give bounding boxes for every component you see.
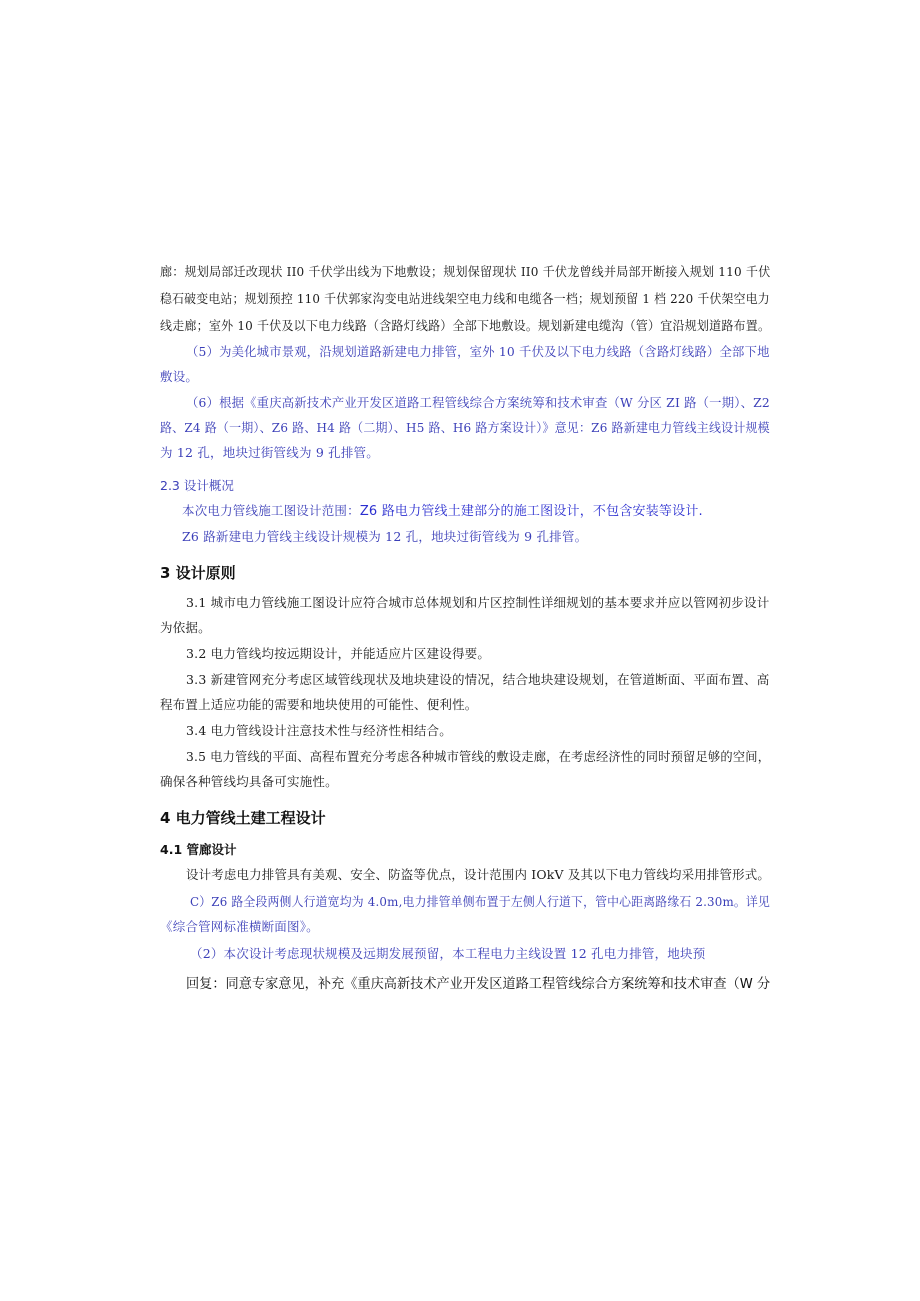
item-6-line-3: 为 12 孔，地块过街管线为 9 孔排管。: [160, 445, 379, 460]
scope-text: Z6 路电力管线土建部分的施工图设计，不包含安装等设计.: [359, 504, 703, 519]
scope-prefix: 本次电力管线施工图设计范围：: [182, 503, 360, 518]
p34: 3.4 电力管线设计注意技术性与经济性相结合。: [186, 723, 452, 738]
para-top-line-1: 廊：规划局部迁改现状 II0 千伏学出线为下地敷设；规划保留现状 II0 千伏龙曾线并局部开断接入规划 110 千伏: [160, 264, 771, 279]
p35-line-2: 确保各种管线均具备可实施性。: [160, 774, 338, 789]
section-4-heading: 4 电力管线土建工程设计: [160, 809, 326, 827]
scope-line: [182, 503, 703, 520]
section-4-1-heading: 4.1 管廊设计: [160, 842, 237, 857]
para-top-line-3: 线走廊；室外 10 千伏及以下电力线路（含路灯线路）全部下地敷设。规划新建电缆沟（管）宜沿规划道路布置。: [160, 318, 771, 333]
p32: 3.2 电力管线均按远期设计，并能适应片区建设得要。: [186, 646, 491, 661]
item-2: （2）本次设计考虑现状规模及远期发展预留，本工程电力主线设置 12 孔电力排管，地块预: [190, 946, 706, 961]
item-c-line-1: C）Z6 路全段两侧人行道宽均为 4.0m,电力排管单侧布置于左侧人行道下，管中心距离路缘石 2.30m。详见: [190, 894, 771, 909]
p31-line-1: 3.1 城市电力管线施工图设计应符合城市总体规划和片区控制性详细规划的基本要求并应以管网初步设计: [186, 595, 770, 610]
scale-line: Z6 路新建电力管线主线设计规模为 12 孔，地块过街管线为 9 孔排管。: [182, 529, 588, 544]
section-3-heading: 3 设计原则: [160, 564, 236, 582]
reply-text: 回复：同意专家意见，补充《重庆高新技术产业开发区道路工程管线综合方案统筹和技术审查（W 分: [186, 976, 771, 992]
p41-1: 设计考虑电力排管具有美观、安全、防盗等优点，设计范围内 IOkV 及其以下电力管线均采用排管形式。: [186, 867, 771, 882]
p33-line-1: 3.3 新建管网充分考虑区域管线现状及地块建设的情况，结合地块建设规划，在管道断面、平面布置、高: [186, 672, 770, 687]
p35-line-1: 3.5 电力管线的平面、高程布置充分考虑各种城市管线的敷设走廊，在考虑经济性的同时预留足够的空间，: [186, 749, 771, 764]
para-top-line-2: 稳石破变电站；规划预控 110 千伏郭家沟变电站进线架空电力线和电缆各一档；规划预留 1 档 220 千伏架空电力: [160, 291, 770, 306]
item-6-line-1: （6）根据《重庆高新技术产业开发区道路工程管线综合方案统筹和技术审查（W 分区 ZI 路（一期）、Z2: [186, 395, 770, 410]
section-2-3-heading: 2.3 设计概况: [160, 478, 234, 493]
item-c-line-2: 《综合管网标准横断面图》。: [160, 919, 319, 934]
p31-line-2: 为依据。: [160, 620, 211, 635]
item-6-line-2: 路、Z4 路（一期）、Z6 路、H4 路（二期）、H5 路、H6 路方案设计）》意见：Z6 路新建电力管线主线设计规模: [160, 420, 770, 435]
item-5-line-2: 敷设。: [160, 369, 199, 384]
p33-line-2: 程布置上适应功能的需要和地块使用的可能性、便利性。: [160, 697, 478, 712]
item-5-line-1: （5）为美化城市景观，沿规划道路新建电力排管，室外 10 千伏及以下电力线路（含路灯线路）全部下地: [186, 344, 770, 359]
